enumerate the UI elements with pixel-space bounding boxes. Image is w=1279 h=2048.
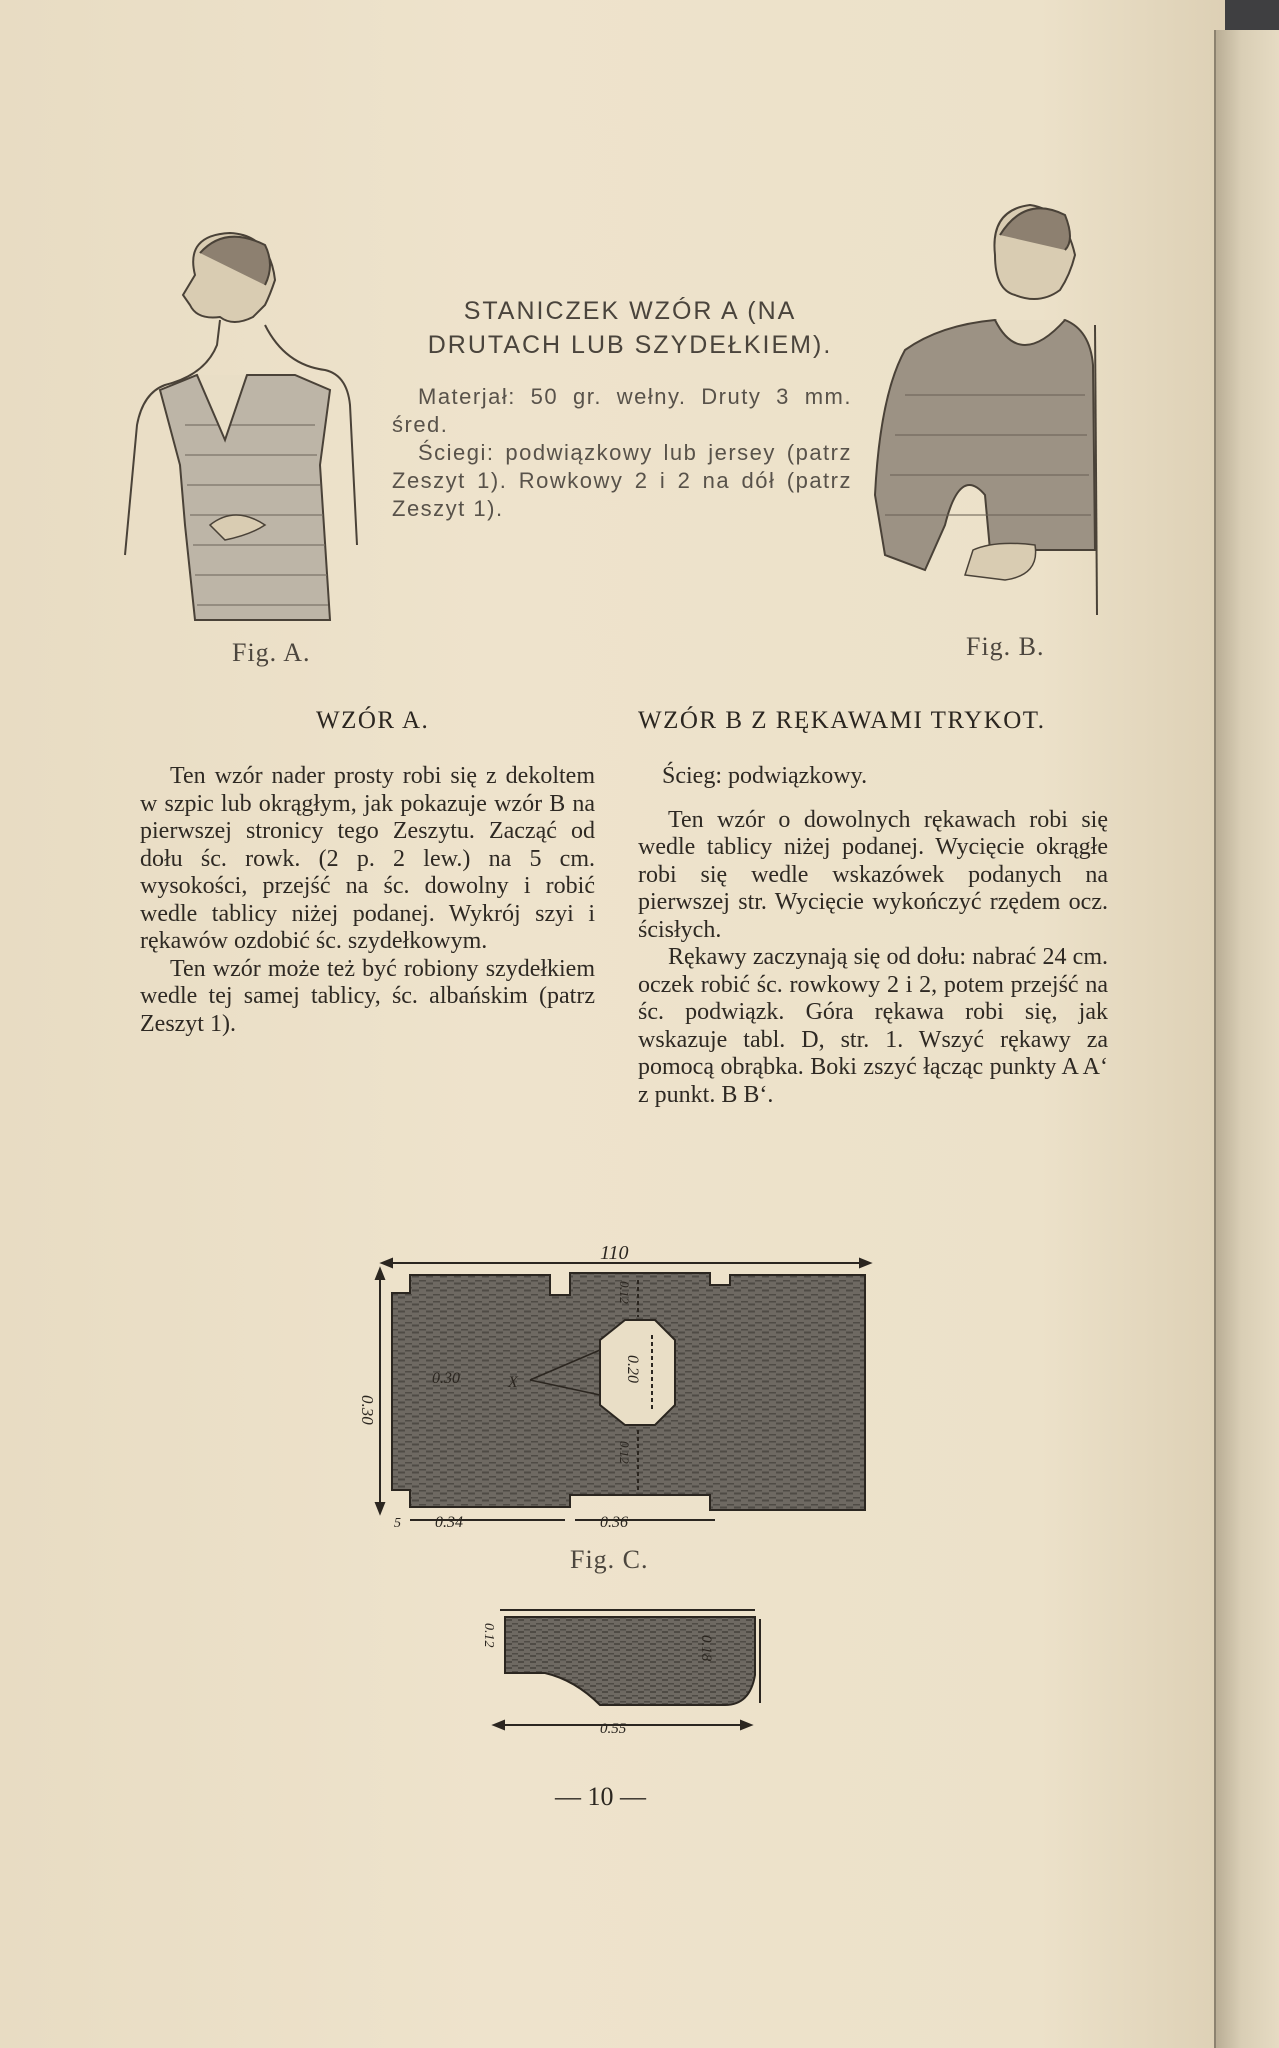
diagram-c-right-bottom: 0.36 bbox=[600, 1514, 628, 1531]
diagram-c-width-label: 110 bbox=[600, 1242, 629, 1264]
left-paragraph: Ten wzór nader prosty robi się z dekoltem w szpic lub okrągłym, jak pokazuje wzór B na pierwszej stronicy tego Zeszytu. Zacząć od dołu śc. rowk. (2 p. 2 lew.) na 5 cm. wysokości, przejść na śc. dowolny i robić wedle tablicy niżej podanej. Wykrój szyi i rękawów ozdobić śc. szydełkowym. bbox=[140, 763, 595, 954]
right-paragraph: Ten wzór o dowolnych rękawach robi się wedle tablicy niżej podanej. Wycięcie okrągłe robi się wedle wskazówek podanych na pierwszej str. Wycięcie wykończyć rzędem ocz. ścisłych. bbox=[638, 806, 1108, 943]
diagram-c-center-label: 0.30 bbox=[432, 1370, 460, 1387]
sleeve-knitting-diagram bbox=[470, 1605, 770, 1745]
page-number: — 10 — bbox=[555, 1782, 646, 1811]
pattern-title: STANICZEK WZÓR A (NA DRUTACH LUB SZYDEŁKIEM). bbox=[427, 297, 833, 359]
left-paragraph: Ten wzór może też być robiony szydełkiem wedle tej samej tablicy, śc. albańskim (patrz Zeszyt 1). bbox=[140, 955, 595, 1037]
diagram-c-neck-height: 0.20 bbox=[624, 1355, 641, 1383]
pattern-materials bbox=[392, 383, 852, 523]
diagram-c-left-bottom: 0.34 bbox=[435, 1514, 463, 1531]
diagram-d-left-height: 0.12 bbox=[481, 1623, 496, 1648]
material-line: Materjał: 50 gr. wełny. Druty 3 mm. śred. bbox=[392, 384, 852, 437]
diagram-c-neck-top: 0.12 bbox=[617, 1281, 632, 1304]
stitches-line: Ściegi: podwiązkowy lub jersey (patrz Zeszyt 1). Rowkowy 2 i 2 na dół (patrz Zeszyt 1). bbox=[392, 440, 852, 521]
fig-c-knitting-diagram bbox=[358, 1242, 875, 1531]
fig-c-caption: Fig. C. bbox=[570, 1545, 649, 1574]
fig-a-caption: Fig. A. bbox=[232, 638, 311, 667]
diagram-d-width: 0.55 bbox=[600, 1721, 627, 1737]
diagram-c-x-label: X bbox=[508, 1374, 518, 1391]
diagram-c-height-label: 0.30 bbox=[358, 1395, 377, 1425]
stitch-line: Ścieg: podwiązkowy. bbox=[662, 763, 868, 789]
fig-a-vest-illustration bbox=[125, 225, 360, 620]
adjacent-page-edge bbox=[1214, 30, 1279, 2048]
left-column-text bbox=[140, 763, 595, 1038]
diagram-c-neck-bottom: 0.12 bbox=[617, 1441, 632, 1464]
right-paragraph: Rękawy zaczynają się od dołu: nabrać 24 cm. oczek robić śc. rowkowy 2 i 2, potem przejść na śc. podwiązk. Góra rękawa robi się, jak wskazuje tabl. D, str. 1. Wszyć rękawy za pomocą obrąbka. Boki zszyć łącząc punkty A A‘ z punkt. B B‘. bbox=[638, 944, 1108, 1108]
fig-b-caption: Fig. B. bbox=[966, 632, 1045, 661]
fig-b-sweater-illustration bbox=[865, 195, 1110, 620]
left-column-heading: WZÓR A. bbox=[316, 707, 430, 734]
diagram-c-left-edge: 5 bbox=[394, 1516, 401, 1531]
right-column-text bbox=[638, 763, 1108, 1109]
diagram-d-right-height: 0.18 bbox=[698, 1635, 714, 1662]
right-column-heading: WZÓR B Z RĘKAWAMI TRYKOT. bbox=[638, 707, 1046, 734]
